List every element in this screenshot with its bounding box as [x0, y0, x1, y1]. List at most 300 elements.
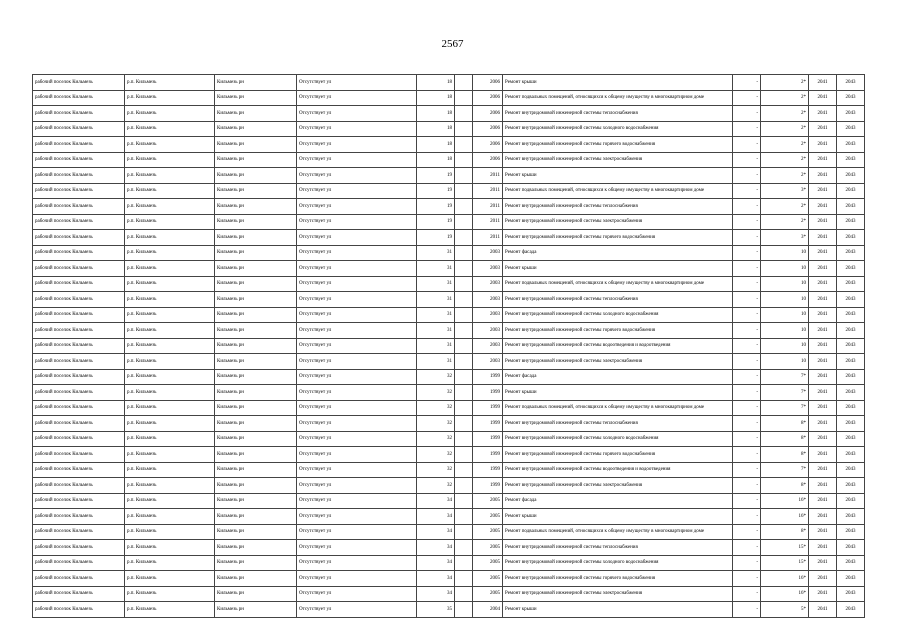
- table-row: [33, 354, 865, 370]
- district-cell: Кильмезь рн: [215, 261, 297, 277]
- district-cell: Кильмезь рн: [215, 400, 297, 416]
- amount-cell: 16*: [761, 571, 809, 587]
- dash-cell: -: [733, 338, 761, 354]
- end-year-cell: 2043: [837, 462, 865, 478]
- table-row: [33, 462, 865, 478]
- building-cell: [455, 121, 473, 137]
- start-year-cell: 2041: [809, 400, 837, 416]
- building-cell: [455, 524, 473, 540]
- settlement-cell: рабочий поселок Кильмезь: [33, 90, 125, 106]
- settlement-cell: рабочий поселок Кильмезь: [33, 183, 125, 199]
- amount-cell: 5*: [761, 602, 809, 618]
- work-type-cell: Ремонт внутридомовой инженерной системы электроснабжения: [503, 586, 733, 602]
- amount-cell: 2*: [761, 152, 809, 168]
- locality-cell: р.п. Кильмезь: [125, 307, 215, 323]
- house-number-cell: 34: [417, 571, 455, 587]
- locality-cell: р.п. Кильмезь: [125, 555, 215, 571]
- district-cell: Кильмезь рн: [215, 230, 297, 246]
- table-row: [33, 385, 865, 401]
- dash-cell: -: [733, 245, 761, 261]
- end-year-cell: 2043: [837, 400, 865, 416]
- end-year-cell: 2043: [837, 307, 865, 323]
- amount-cell: 2*: [761, 75, 809, 91]
- start-year-cell: 2041: [809, 137, 837, 153]
- table-row: [33, 292, 865, 308]
- work-type-cell: Ремонт внутридомовой инженерной системы теплоснабжения: [503, 106, 733, 122]
- locality-cell: р.п. Кильмезь: [125, 338, 215, 354]
- table-row: [33, 447, 865, 463]
- table-row: [33, 214, 865, 230]
- dash-cell: -: [733, 540, 761, 556]
- end-year-cell: 2043: [837, 338, 865, 354]
- start-year-cell: 2041: [809, 524, 837, 540]
- amount-cell: 2*: [761, 137, 809, 153]
- building-cell: [455, 602, 473, 618]
- locality-cell: р.п. Кильмезь: [125, 416, 215, 432]
- settlement-cell: рабочий поселок Кильмезь: [33, 307, 125, 323]
- amount-cell: 10: [761, 354, 809, 370]
- district-cell: Кильмезь рн: [215, 245, 297, 261]
- building-cell: [455, 586, 473, 602]
- district-cell: Кильмезь рн: [215, 183, 297, 199]
- district-cell: Кильмезь рн: [215, 462, 297, 478]
- house-number-cell: 19: [417, 183, 455, 199]
- year-cell: 2006: [473, 75, 503, 91]
- start-year-cell: 2041: [809, 276, 837, 292]
- table-row: [33, 168, 865, 184]
- start-year-cell: 2041: [809, 354, 837, 370]
- dash-cell: -: [733, 168, 761, 184]
- amount-cell: 2*: [761, 199, 809, 215]
- district-cell: Кильмезь рн: [215, 199, 297, 215]
- street-cell: Отсутствует ул: [297, 586, 417, 602]
- district-cell: Кильмезь рн: [215, 571, 297, 587]
- settlement-cell: рабочий поселок Кильмезь: [33, 75, 125, 91]
- end-year-cell: 2043: [837, 121, 865, 137]
- end-year-cell: 2043: [837, 75, 865, 91]
- dash-cell: -: [733, 121, 761, 137]
- settlement-cell: рабочий поселок Кильмезь: [33, 338, 125, 354]
- locality-cell: р.п. Кильмезь: [125, 369, 215, 385]
- street-cell: Отсутствует ул: [297, 106, 417, 122]
- building-cell: [455, 509, 473, 525]
- dash-cell: -: [733, 431, 761, 447]
- dash-cell: -: [733, 183, 761, 199]
- house-number-cell: 31: [417, 323, 455, 339]
- end-year-cell: 2043: [837, 385, 865, 401]
- end-year-cell: 2043: [837, 493, 865, 509]
- year-cell: 2011: [473, 183, 503, 199]
- end-year-cell: 2043: [837, 183, 865, 199]
- year-cell: 2005: [473, 509, 503, 525]
- locality-cell: р.п. Кильмезь: [125, 478, 215, 494]
- house-number-cell: 18: [417, 152, 455, 168]
- page-number: 2567: [441, 38, 464, 50]
- building-cell: [455, 338, 473, 354]
- locality-cell: р.п. Кильмезь: [125, 106, 215, 122]
- building-cell: [455, 152, 473, 168]
- end-year-cell: 2043: [837, 276, 865, 292]
- street-cell: Отсутствует ул: [297, 447, 417, 463]
- building-cell: [455, 245, 473, 261]
- amount-cell: 2*: [761, 214, 809, 230]
- house-number-cell: 34: [417, 586, 455, 602]
- building-cell: [455, 431, 473, 447]
- year-cell: 2006: [473, 121, 503, 137]
- street-cell: Отсутствует ул: [297, 354, 417, 370]
- building-cell: [455, 323, 473, 339]
- year-cell: 2011: [473, 214, 503, 230]
- amount-cell: 7*: [761, 462, 809, 478]
- district-cell: Кильмезь рн: [215, 121, 297, 137]
- start-year-cell: 2041: [809, 245, 837, 261]
- work-type-cell: Ремонт внутридомовой инженерной системы электроснабжения: [503, 152, 733, 168]
- amount-cell: 10: [761, 276, 809, 292]
- locality-cell: р.п. Кильмезь: [125, 447, 215, 463]
- dash-cell: -: [733, 307, 761, 323]
- dash-cell: -: [733, 323, 761, 339]
- work-type-cell: Ремонт внутридомовой инженерной системы холодного водоснабжения: [503, 555, 733, 571]
- work-type-cell: Ремонт фасада: [503, 369, 733, 385]
- start-year-cell: 2041: [809, 385, 837, 401]
- amount-cell: 8*: [761, 447, 809, 463]
- house-number-cell: 18: [417, 106, 455, 122]
- locality-cell: р.п. Кильмезь: [125, 75, 215, 91]
- street-cell: Отсутствует ул: [297, 385, 417, 401]
- work-type-cell: Ремонт внутридомовой инженерной системы теплоснабжения: [503, 416, 733, 432]
- building-cell: [455, 106, 473, 122]
- table-row: [33, 571, 865, 587]
- street-cell: Отсутствует ул: [297, 478, 417, 494]
- district-cell: Кильмезь рн: [215, 338, 297, 354]
- table-row: [33, 121, 865, 137]
- dash-cell: -: [733, 571, 761, 587]
- table-row: [33, 555, 865, 571]
- end-year-cell: 2043: [837, 292, 865, 308]
- house-number-cell: 31: [417, 338, 455, 354]
- building-cell: [455, 385, 473, 401]
- start-year-cell: 2041: [809, 90, 837, 106]
- district-cell: Кильмезь рн: [215, 369, 297, 385]
- street-cell: Отсутствует ул: [297, 261, 417, 277]
- year-cell: 1999: [473, 416, 503, 432]
- amount-cell: 2*: [761, 121, 809, 137]
- settlement-cell: рабочий поселок Кильмезь: [33, 292, 125, 308]
- settlement-cell: рабочий поселок Кильмезь: [33, 400, 125, 416]
- end-year-cell: 2043: [837, 106, 865, 122]
- street-cell: Отсутствует ул: [297, 369, 417, 385]
- dash-cell: -: [733, 462, 761, 478]
- settlement-cell: рабочий поселок Кильмезь: [33, 152, 125, 168]
- amount-cell: 3*: [761, 183, 809, 199]
- settlement-cell: рабочий поселок Кильмезь: [33, 323, 125, 339]
- house-number-cell: 18: [417, 137, 455, 153]
- house-number-cell: 31: [417, 261, 455, 277]
- building-cell: [455, 214, 473, 230]
- dash-cell: -: [733, 75, 761, 91]
- building-cell: [455, 276, 473, 292]
- settlement-cell: рабочий поселок Кильмезь: [33, 555, 125, 571]
- dash-cell: -: [733, 478, 761, 494]
- work-type-cell: Ремонт внутридомовой инженерной системы холодного водоснабжения: [503, 431, 733, 447]
- street-cell: Отсутствует ул: [297, 524, 417, 540]
- house-number-cell: 32: [417, 400, 455, 416]
- start-year-cell: 2041: [809, 571, 837, 587]
- start-year-cell: 2041: [809, 183, 837, 199]
- settlement-cell: рабочий поселок Кильмезь: [33, 493, 125, 509]
- year-cell: 2003: [473, 323, 503, 339]
- locality-cell: р.п. Кильмезь: [125, 90, 215, 106]
- year-cell: 2003: [473, 292, 503, 308]
- district-cell: Кильмезь рн: [215, 75, 297, 91]
- year-cell: 1999: [473, 385, 503, 401]
- district-cell: Кильмезь рн: [215, 90, 297, 106]
- year-cell: 2003: [473, 276, 503, 292]
- street-cell: Отсутствует ул: [297, 276, 417, 292]
- end-year-cell: 2043: [837, 431, 865, 447]
- year-cell: 2006: [473, 137, 503, 153]
- year-cell: 1999: [473, 369, 503, 385]
- amount-cell: 10: [761, 323, 809, 339]
- building-cell: [455, 183, 473, 199]
- year-cell: 2005: [473, 571, 503, 587]
- settlement-cell: рабочий поселок Кильмезь: [33, 106, 125, 122]
- settlement-cell: рабочий поселок Кильмезь: [33, 416, 125, 432]
- start-year-cell: 2041: [809, 323, 837, 339]
- dash-cell: -: [733, 385, 761, 401]
- work-type-cell: Ремонт внутридомовой инженерной системы горячего водоснабжения: [503, 571, 733, 587]
- table-row: [33, 245, 865, 261]
- settlement-cell: рабочий поселок Кильмезь: [33, 431, 125, 447]
- dash-cell: -: [733, 354, 761, 370]
- building-cell: [455, 555, 473, 571]
- district-cell: Кильмезь рн: [215, 323, 297, 339]
- table-row: [33, 183, 865, 199]
- amount-cell: 10: [761, 245, 809, 261]
- amount-cell: 3*: [761, 230, 809, 246]
- end-year-cell: 2043: [837, 478, 865, 494]
- building-cell: [455, 540, 473, 556]
- district-cell: Кильмезь рн: [215, 540, 297, 556]
- house-number-cell: 32: [417, 431, 455, 447]
- district-cell: Кильмезь рн: [215, 276, 297, 292]
- locality-cell: р.п. Кильмезь: [125, 230, 215, 246]
- amount-cell: 16*: [761, 586, 809, 602]
- table-row: [33, 478, 865, 494]
- house-number-cell: 31: [417, 292, 455, 308]
- building-cell: [455, 292, 473, 308]
- amount-cell: 7*: [761, 400, 809, 416]
- start-year-cell: 2041: [809, 214, 837, 230]
- settlement-cell: рабочий поселок Кильмезь: [33, 447, 125, 463]
- year-cell: 2006: [473, 152, 503, 168]
- dash-cell: -: [733, 230, 761, 246]
- district-cell: Кильмезь рн: [215, 416, 297, 432]
- work-type-cell: Ремонт внутридомовой инженерной системы теплоснабжения: [503, 540, 733, 556]
- year-cell: 1999: [473, 478, 503, 494]
- house-number-cell: 35: [417, 602, 455, 618]
- street-cell: Отсутствует ул: [297, 307, 417, 323]
- house-number-cell: 34: [417, 524, 455, 540]
- end-year-cell: 2043: [837, 245, 865, 261]
- building-cell: [455, 261, 473, 277]
- start-year-cell: 2041: [809, 602, 837, 618]
- table-row: [33, 307, 865, 323]
- house-number-cell: 32: [417, 416, 455, 432]
- work-type-cell: Ремонт крыши: [503, 168, 733, 184]
- work-type-cell: Ремонт внутридомовой инженерной системы водоотведения и водоотведения: [503, 338, 733, 354]
- work-type-cell: Ремонт внутридомовой инженерной системы электроснабжения: [503, 478, 733, 494]
- building-cell: [455, 369, 473, 385]
- district-cell: Кильмезь рн: [215, 152, 297, 168]
- district-cell: Кильмезь рн: [215, 385, 297, 401]
- amount-cell: 2*: [761, 90, 809, 106]
- dash-cell: -: [733, 586, 761, 602]
- year-cell: 2006: [473, 90, 503, 106]
- settlement-cell: рабочий поселок Кильмезь: [33, 509, 125, 525]
- street-cell: Отсутствует ул: [297, 168, 417, 184]
- year-cell: 2011: [473, 230, 503, 246]
- work-type-cell: Ремонт крыши: [503, 75, 733, 91]
- work-type-cell: Ремонт подвальных помещений, относящихся к общему имуществу в многоквартирном доме: [503, 524, 733, 540]
- dash-cell: -: [733, 137, 761, 153]
- work-type-cell: Ремонт внутридомовой инженерной системы водоотведения и водоотведения: [503, 462, 733, 478]
- amount-cell: 15*: [761, 540, 809, 556]
- building-cell: [455, 462, 473, 478]
- work-type-cell: Ремонт подвальных помещений, относящихся к общему имуществу в многоквартирном доме: [503, 90, 733, 106]
- street-cell: Отсутствует ул: [297, 571, 417, 587]
- house-number-cell: 31: [417, 245, 455, 261]
- settlement-cell: рабочий поселок Кильмезь: [33, 137, 125, 153]
- district-cell: Кильмезь рн: [215, 555, 297, 571]
- street-cell: Отсутствует ул: [297, 90, 417, 106]
- street-cell: Отсутствует ул: [297, 183, 417, 199]
- start-year-cell: 2041: [809, 509, 837, 525]
- end-year-cell: 2043: [837, 369, 865, 385]
- work-type-cell: Ремонт крыши: [503, 385, 733, 401]
- start-year-cell: 2041: [809, 168, 837, 184]
- dash-cell: -: [733, 400, 761, 416]
- locality-cell: р.п. Кильмезь: [125, 276, 215, 292]
- locality-cell: р.п. Кильмезь: [125, 323, 215, 339]
- locality-cell: р.п. Кильмезь: [125, 168, 215, 184]
- street-cell: Отсутствует ул: [297, 493, 417, 509]
- table-row: [33, 602, 865, 618]
- dash-cell: -: [733, 199, 761, 215]
- district-cell: Кильмезь рн: [215, 447, 297, 463]
- amount-cell: 8*: [761, 431, 809, 447]
- work-type-cell: Ремонт внутридомовой инженерной системы горячего водоснабжения: [503, 323, 733, 339]
- house-number-cell: 34: [417, 509, 455, 525]
- building-cell: [455, 199, 473, 215]
- street-cell: Отсутствует ул: [297, 230, 417, 246]
- table-row: [33, 431, 865, 447]
- start-year-cell: 2041: [809, 106, 837, 122]
- end-year-cell: 2043: [837, 168, 865, 184]
- locality-cell: р.п. Кильмезь: [125, 261, 215, 277]
- dash-cell: -: [733, 152, 761, 168]
- dash-cell: -: [733, 602, 761, 618]
- work-type-cell: Ремонт внутридомовой инженерной системы холодного водоснабжения: [503, 121, 733, 137]
- street-cell: Отсутствует ул: [297, 416, 417, 432]
- locality-cell: р.п. Кильмезь: [125, 524, 215, 540]
- settlement-cell: рабочий поселок Кильмезь: [33, 121, 125, 137]
- locality-cell: р.п. Кильмезь: [125, 152, 215, 168]
- work-type-cell: Ремонт крыши: [503, 261, 733, 277]
- table-row: [33, 369, 865, 385]
- year-cell: 2005: [473, 493, 503, 509]
- locality-cell: р.п. Кильмезь: [125, 137, 215, 153]
- start-year-cell: 2041: [809, 416, 837, 432]
- start-year-cell: 2041: [809, 555, 837, 571]
- street-cell: Отсутствует ул: [297, 292, 417, 308]
- dash-cell: -: [733, 493, 761, 509]
- year-cell: 2011: [473, 168, 503, 184]
- house-number-cell: 34: [417, 555, 455, 571]
- amount-cell: 2*: [761, 106, 809, 122]
- street-cell: Отсутствует ул: [297, 431, 417, 447]
- year-cell: 1999: [473, 462, 503, 478]
- end-year-cell: 2043: [837, 416, 865, 432]
- amount-cell: 15*: [761, 555, 809, 571]
- year-cell: 2003: [473, 307, 503, 323]
- house-number-cell: 31: [417, 276, 455, 292]
- street-cell: Отсутствует ул: [297, 152, 417, 168]
- table-row: [33, 106, 865, 122]
- locality-cell: р.п. Кильмезь: [125, 400, 215, 416]
- settlement-cell: рабочий поселок Кильмезь: [33, 354, 125, 370]
- street-cell: Отсутствует ул: [297, 540, 417, 556]
- start-year-cell: 2041: [809, 478, 837, 494]
- locality-cell: р.п. Кильмезь: [125, 462, 215, 478]
- house-number-cell: 32: [417, 447, 455, 463]
- end-year-cell: 2043: [837, 447, 865, 463]
- dash-cell: -: [733, 261, 761, 277]
- amount-cell: 10: [761, 338, 809, 354]
- end-year-cell: 2043: [837, 137, 865, 153]
- end-year-cell: 2043: [837, 586, 865, 602]
- street-cell: Отсутствует ул: [297, 245, 417, 261]
- repair-schedule-table: [32, 74, 865, 618]
- dash-cell: -: [733, 416, 761, 432]
- amount-cell: 10: [761, 307, 809, 323]
- start-year-cell: 2041: [809, 540, 837, 556]
- dash-cell: -: [733, 447, 761, 463]
- year-cell: 2005: [473, 586, 503, 602]
- building-cell: [455, 307, 473, 323]
- district-cell: Кильмезь рн: [215, 478, 297, 494]
- work-type-cell: Ремонт внутридомовой инженерной системы горячего водоснабжения: [503, 447, 733, 463]
- building-cell: [455, 75, 473, 91]
- start-year-cell: 2041: [809, 493, 837, 509]
- year-cell: 2005: [473, 555, 503, 571]
- start-year-cell: 2041: [809, 292, 837, 308]
- year-cell: 2003: [473, 245, 503, 261]
- district-cell: Кильмезь рн: [215, 137, 297, 153]
- district-cell: Кильмезь рн: [215, 168, 297, 184]
- table-row: [33, 261, 865, 277]
- start-year-cell: 2041: [809, 447, 837, 463]
- table-row: [33, 509, 865, 525]
- table-row: [33, 230, 865, 246]
- work-type-cell: Ремонт крыши: [503, 602, 733, 618]
- building-cell: [455, 354, 473, 370]
- settlement-cell: рабочий поселок Кильмезь: [33, 385, 125, 401]
- district-cell: Кильмезь рн: [215, 354, 297, 370]
- house-number-cell: 32: [417, 478, 455, 494]
- year-cell: 2006: [473, 106, 503, 122]
- work-type-cell: Ремонт подвальных помещений, относящихся к общему имуществу в многоквартирном доме: [503, 400, 733, 416]
